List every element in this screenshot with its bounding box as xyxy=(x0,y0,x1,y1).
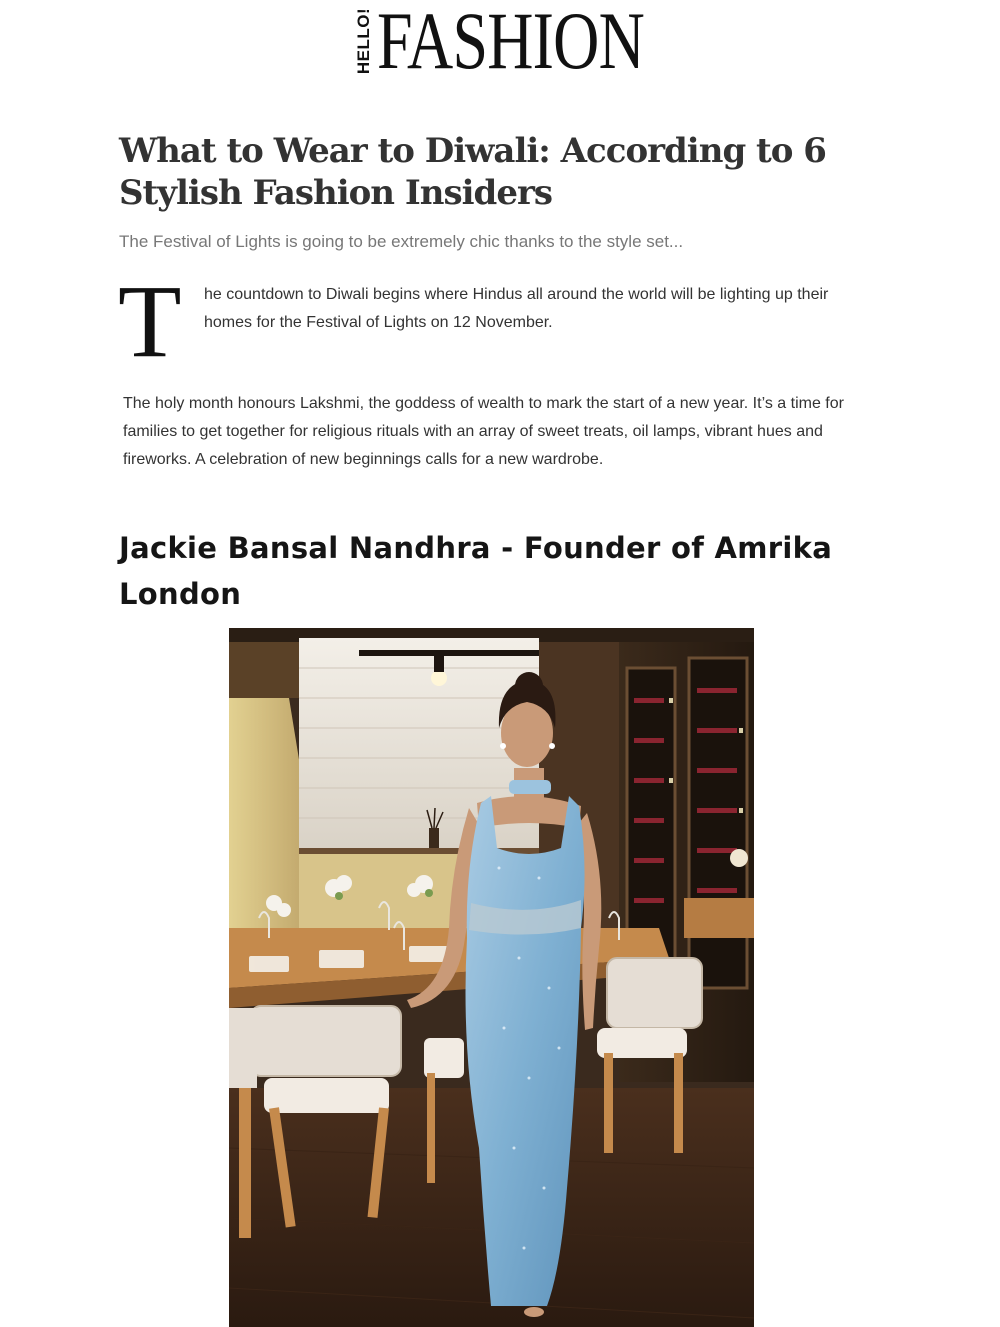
photo-illustration xyxy=(229,628,754,1327)
body-paragraph: The holy month honours Lakshmi, the goddess of wealth to mark the start of a new year. It’s a time for families to get together for religious rituals with an array of sweet treats, oil lamps, vibrant hues and fireworks. A celebration of new beginnings calls for a new wardrobe. xyxy=(123,395,844,468)
masthead xyxy=(0,0,1000,86)
fashion-logo-text: FASHION xyxy=(377,0,645,86)
hello-fashion-logo[interactable] xyxy=(353,0,647,86)
lead-paragraph: he countdown to Diwali begins where Hindus all around the world will be lighting up their homes for the Festival of Lights on 12 November. xyxy=(204,286,829,331)
section-heading: Jackie Bansal Nandhra - Founder of Amrika London xyxy=(119,531,833,611)
article-standfirst: The Festival of Lights is going to be extremely chic thanks to the style set... xyxy=(119,232,684,251)
article-headline: What to Wear to Diwali: According to 6 Stylish Fashion Insiders xyxy=(119,131,826,213)
article-photo xyxy=(229,628,754,1327)
hello-logo-mark xyxy=(353,6,375,76)
hello-logo-text: HELLO! xyxy=(354,7,373,75)
drop-cap: T xyxy=(118,264,182,379)
